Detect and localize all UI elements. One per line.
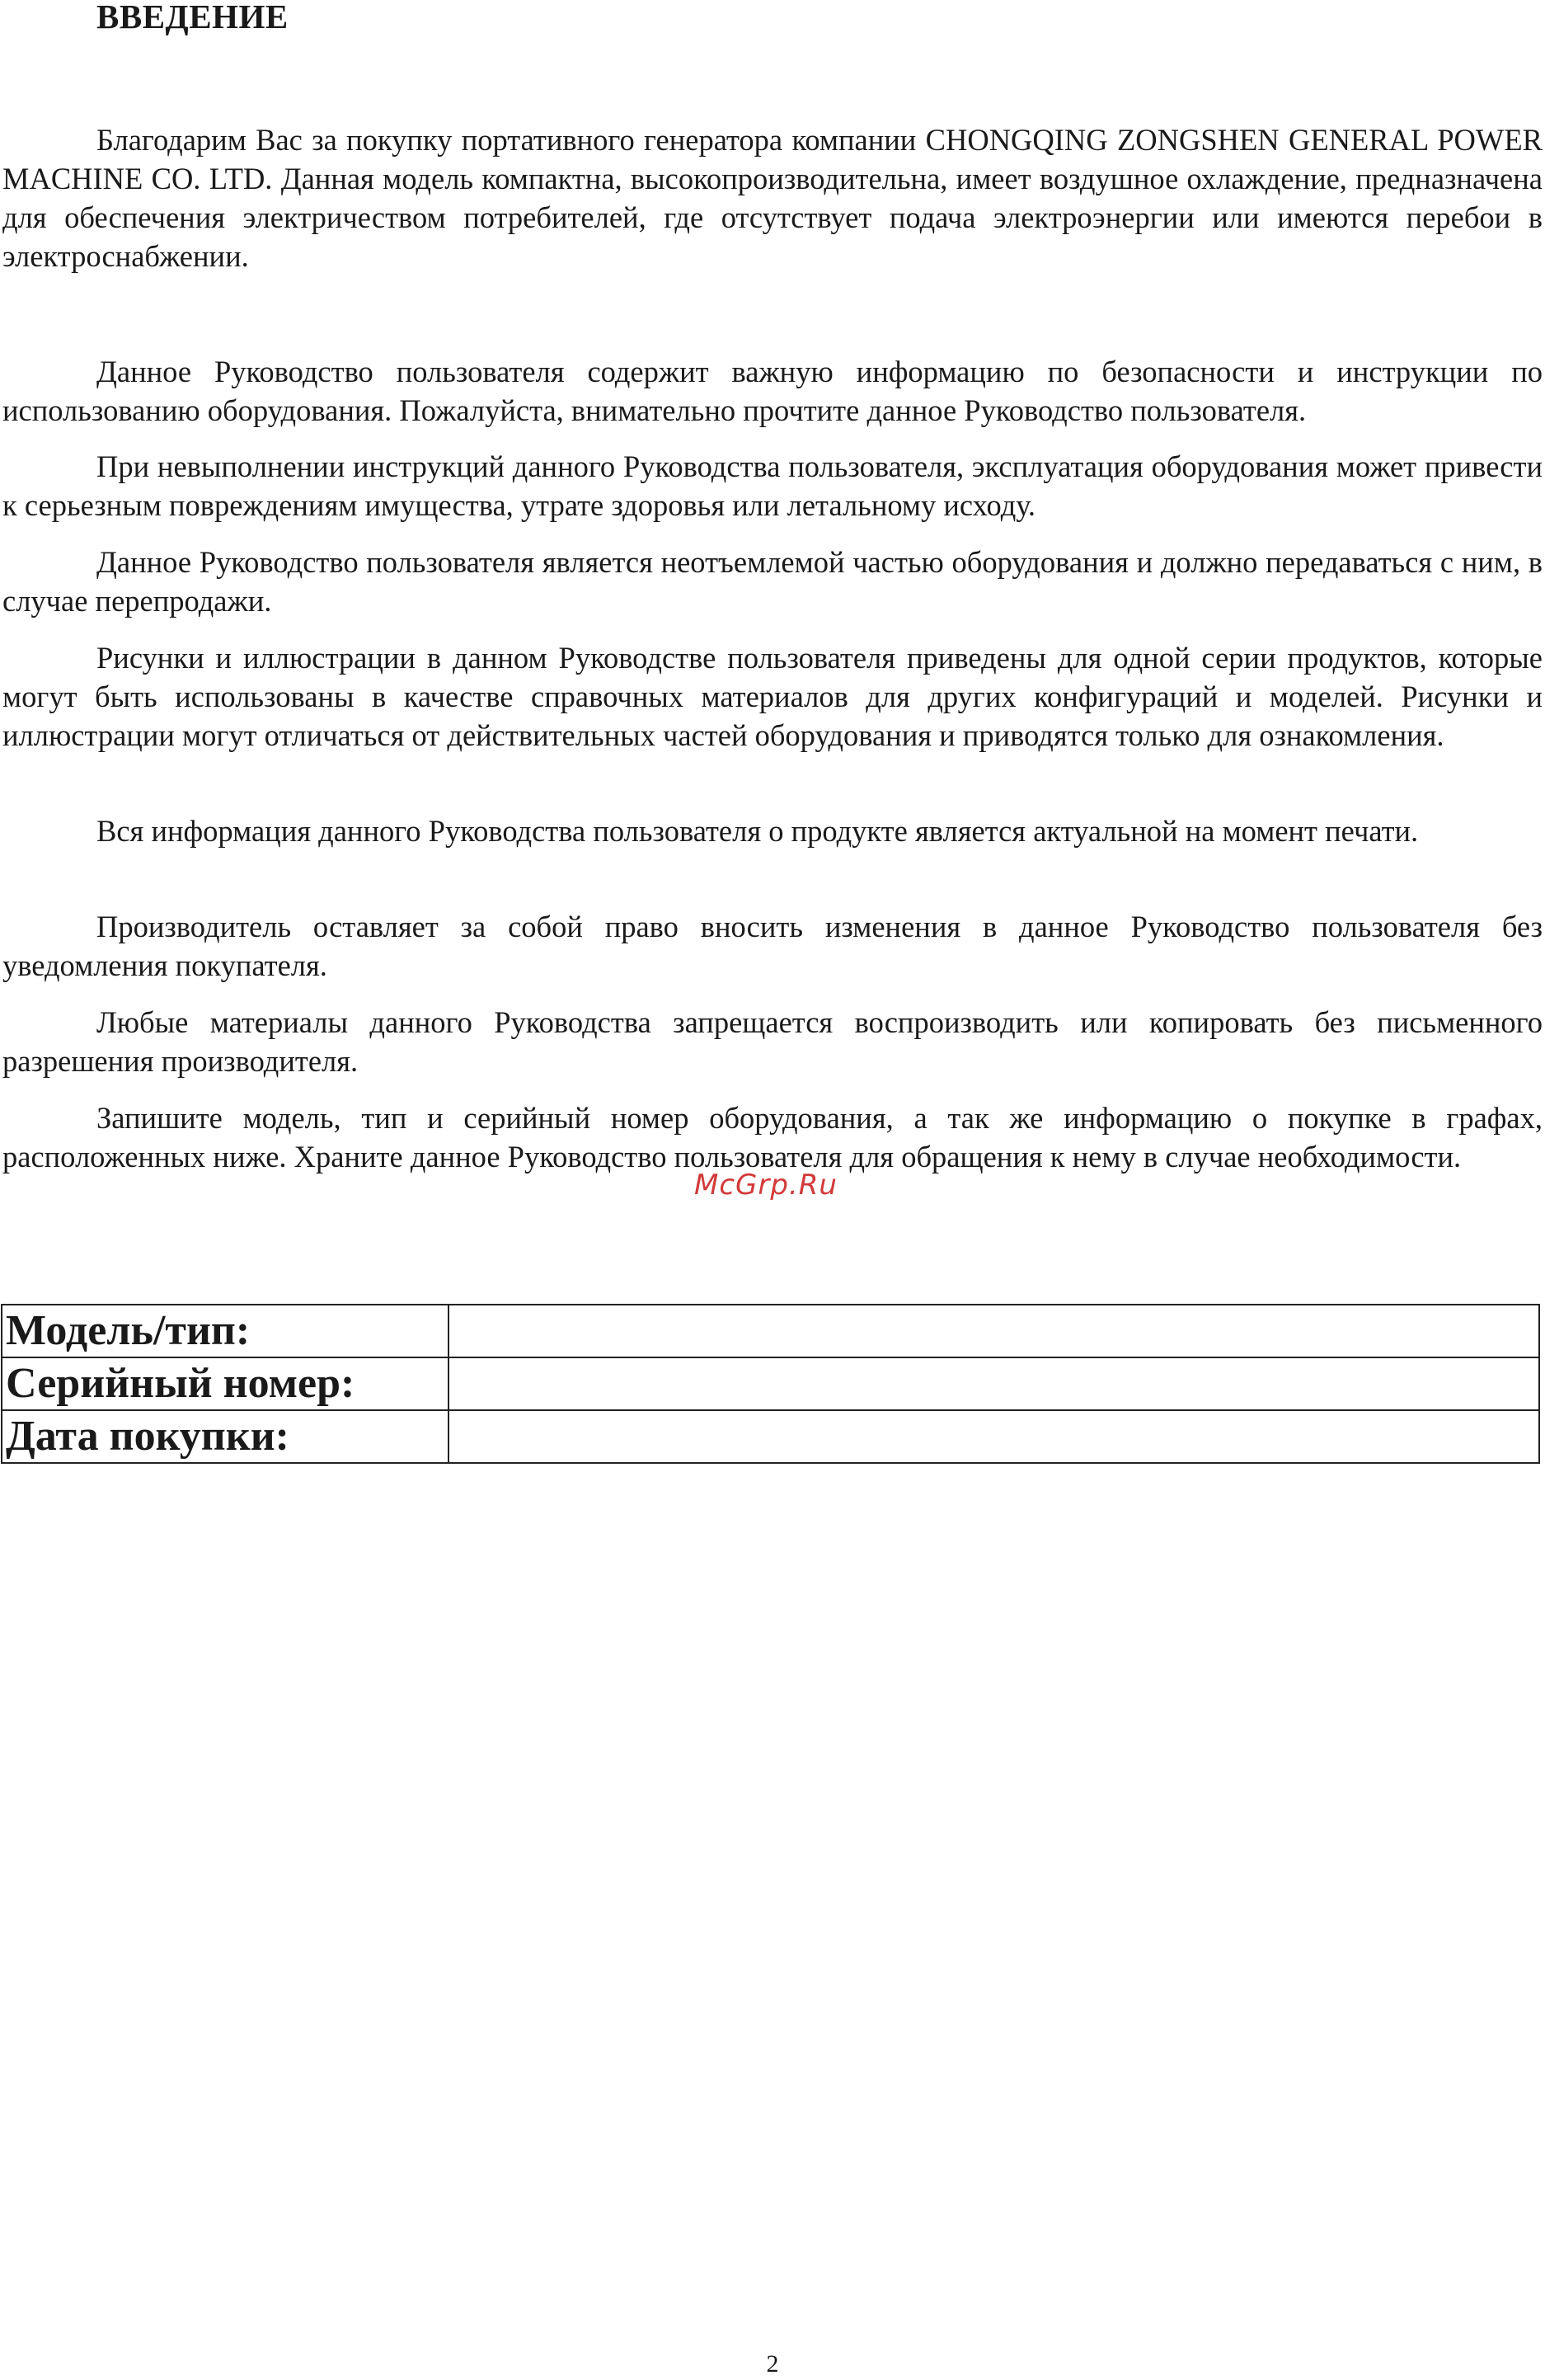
changes-paragraph: Производитель оставляет за собой право вносить изменения в данное Руководство пользователя без уведомления покупателя.: [2, 910, 1543, 982]
record-instructions-paragraph: Запишите модель, тип и серийный номер оборудования, а так же информацию о покупке в графах, расположенных ниже. Храните данное Руководство пользователя для обращения к нему в случае необходимости.: [2, 1101, 1543, 1174]
purchase-date-field: [448, 1410, 1539, 1463]
table-row: [2, 1357, 1539, 1410]
purchase-date-label: Дата покупки:: [2, 1410, 448, 1463]
page-number: 2: [766, 2350, 779, 2378]
record-table: [1, 1304, 1540, 1464]
integral-part-paragraph: Данное Руководство пользователя является неотъемлемой частью оборудования и должно передаваться с ним, в случае перепродажи.: [2, 545, 1543, 618]
model-type-label: Модель/тип:: [2, 1305, 448, 1357]
serial-number-label: Серийный номер:: [2, 1357, 448, 1410]
warning-paragraph: При невыполнении инструкций данного Руководства пользователя, эксплуатация оборудования может привести к серьезным повреждениям имущества, утрате здоровья или летальному исходу.: [2, 449, 1543, 522]
actuality-paragraph: Вся информация данного Руководства пользователя о продукте является актуальной на момент печати.: [96, 814, 1419, 848]
table-row: [2, 1305, 1539, 1357]
model-type-field: [448, 1305, 1539, 1357]
manual-info-paragraph: Данное Руководство пользователя содержит важную информацию по безопасности и инструкции по использованию оборудования. Пожалуйста, внимательно прочтите данное Руководство пользователя.: [2, 355, 1543, 427]
page-title: ВВЕДЕНИЕ: [96, 0, 289, 35]
intro-paragraph: Благодарим Вас за покупку портативного генератора компании CHONGQING ZONGSHEN GENERAL POWER MACHINE CO. LTD. Данная модель компактна, высокопроизводительна, имеет воздушное охлаждение, предназначена для обеспечения электричеством потребителей, где отсутствует подача электроэнергии или имеются перебои в электроснабжении.: [2, 123, 1543, 273]
serial-number-field: [448, 1357, 1539, 1410]
table-row: [2, 1410, 1539, 1463]
watermark-text: McGrp.Ru: [694, 1169, 838, 1202]
copyright-paragraph: Любые материалы данного Руководства запрещается воспроизводить или копировать без письменного разрешения производителя.: [2, 1005, 1543, 1078]
illustrations-paragraph: Рисунки и иллюстрации в данном Руководстве пользователя приведены для одной серии продуктов, которые могут быть использованы в качестве справочных материалов для других конфигураций и моделей. Рисунки и иллюстрации могут отличаться от действительных частей оборудования и приводятся только для ознакомления.: [2, 641, 1543, 752]
